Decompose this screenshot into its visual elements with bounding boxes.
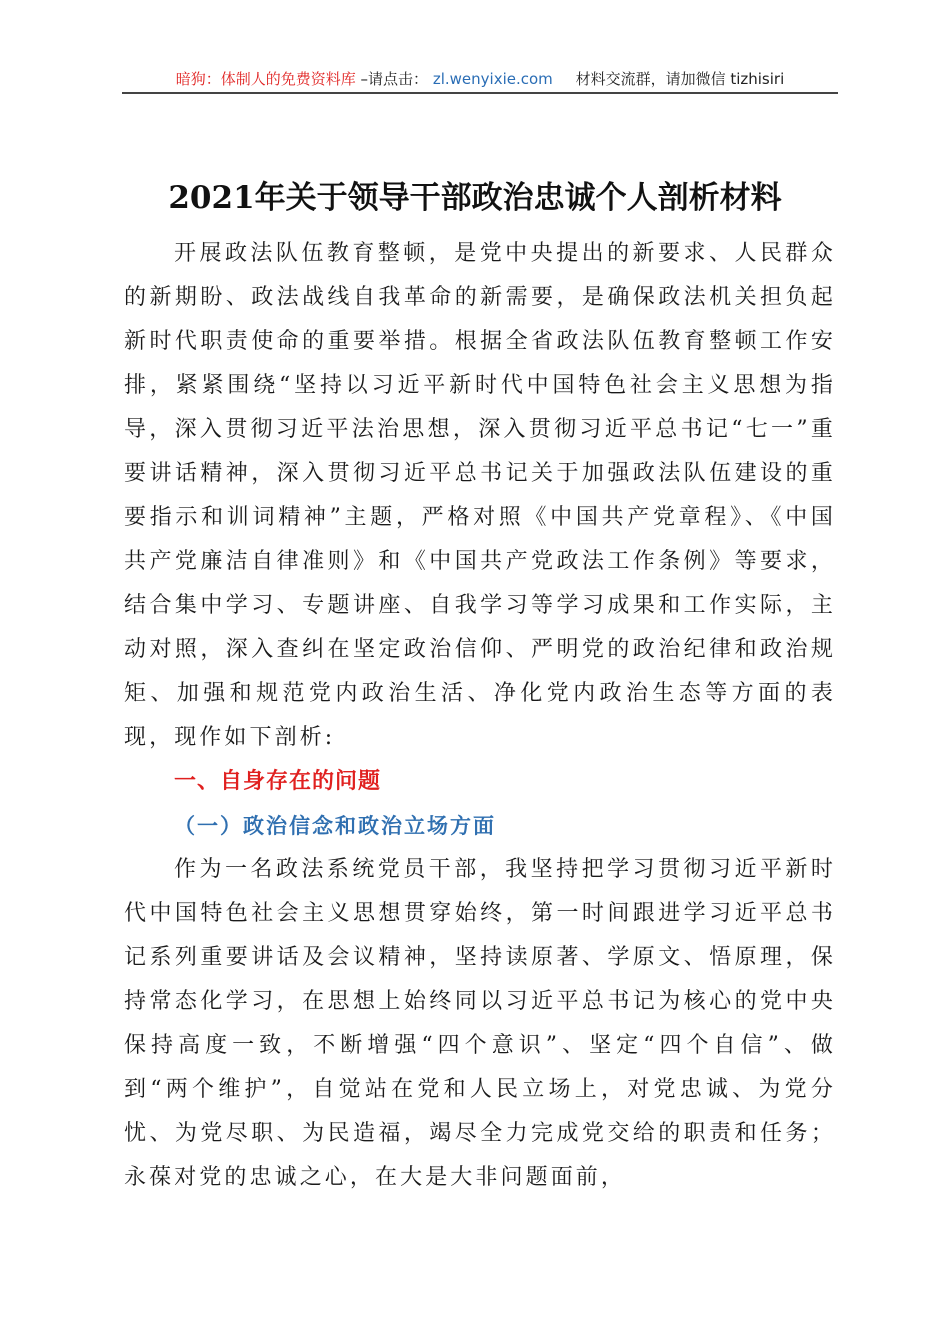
section-heading-problems: 一、自身存在的问题 xyxy=(174,769,382,794)
contact-text: 材料交流群，请加微信 tizhisiri xyxy=(575,70,785,88)
subsection-paragraph: 作为一名政法系统党员干部，我坚持把学习贯彻习近平新时代中国特色社会主义思想贯穿始终，第一时间跟进学习近平总书记系列重要讲话及会议精神，坚持读原著、学原文、悟原理，保持常态化学习，在思想上始终同以习近平总书记为核心的党中央保持高度一致，不断增强“四个意识”、坚定“四个自信”、做到“两个维护”，自觉站在党和人民立场上，对党忠诚、为党分忧、为党尽职、为民造福，竭尽全力完成党交给的职责和任务；永葆对党的忠诚之心，在大是大非问题面前， xyxy=(124,857,836,1190)
document-title: 2021年关于领导干部政治忠诚个人剖析材料 xyxy=(168,179,782,216)
header-divider xyxy=(122,92,838,94)
website-link[interactable]: zl.wenyixie.com xyxy=(432,70,553,88)
page-header-banner xyxy=(122,66,838,92)
subsection-heading-political-belief: （一）政治信念和政治立场方面 xyxy=(174,813,496,838)
promo-text: 暗狗：体制人的免费资料库 xyxy=(175,70,356,88)
intro-paragraph: 开展政法队伍教育整顿，是党中央提出的新要求、人民群众的新期盼、政法战线自我革命的新需要，是确保政法机关担负起新时代职责使命的重要举措。根据全省政法队伍教育整顿工作安排，紧紧围绕“坚持以习近平新时代中国特色社会主义思想为指导，深入贯彻习近平法治思想，深入贯彻习近平总书记“七一”重要讲话精神，深入贯彻习近平总书记关于加强政法队伍建设的重要指示和训词精神”主题，严格对照《中国共产党章程》、《中国共产党廉洁自律准则》和《中国共产党政法工作条例》等要求，结合集中学习、专题讲座、自我学习等学习成果和工作实际，主动对照，深入查纠在坚定政治信仰、严明党的政治纪律和政治规矩、加强和规范党内政治生活、净化党内政治生态等方面的表现，现作如下剖析: xyxy=(124,241,836,750)
click-prompt: –请点击： xyxy=(360,70,429,88)
document-body xyxy=(124,232,836,1200)
